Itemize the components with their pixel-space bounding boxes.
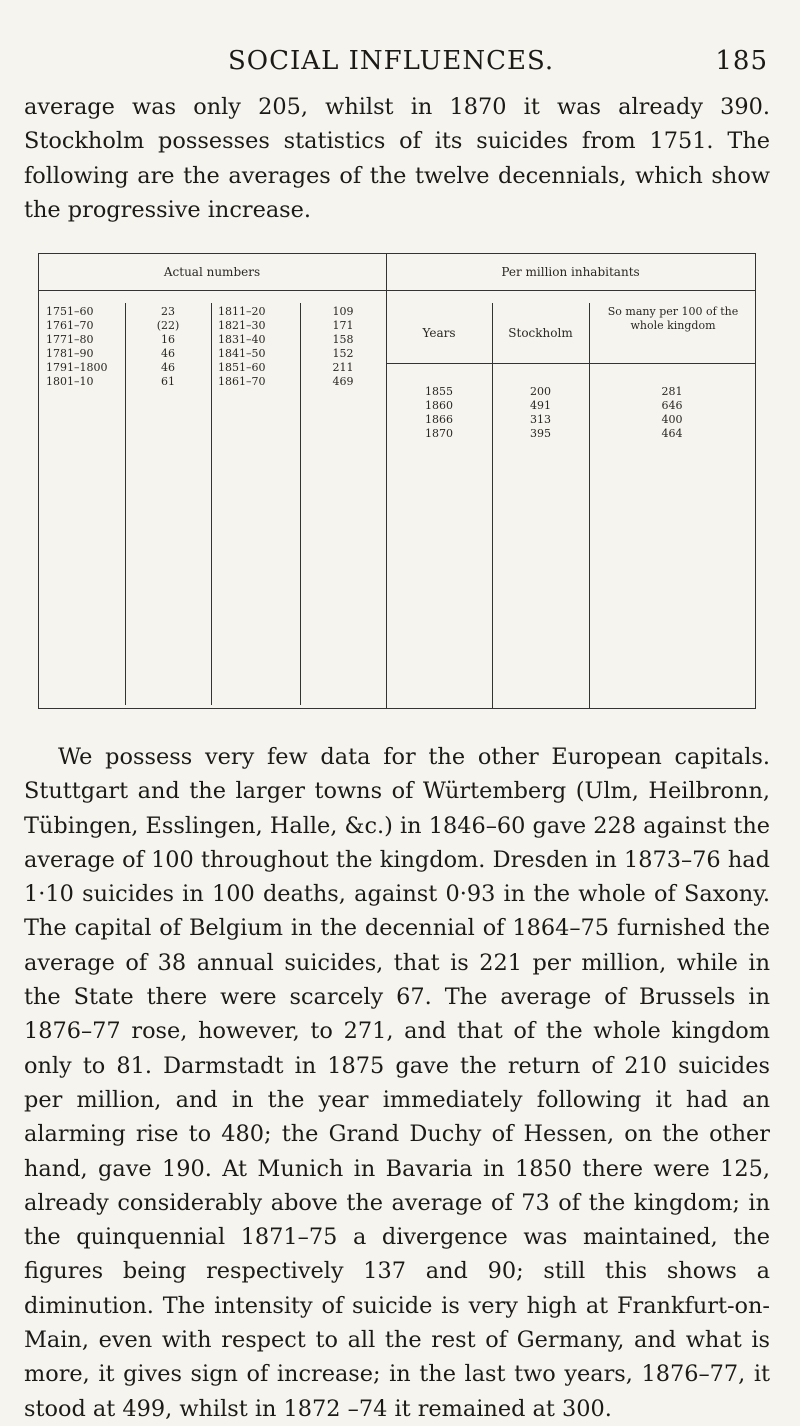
table-cell-kingdom: 400	[661, 413, 683, 426]
table-cell-period: 1801–10	[46, 375, 94, 388]
table-cell-period: 1751–60	[46, 305, 94, 318]
per-million-stockholm	[492, 385, 589, 441]
actual-numbers-header: Actual numbers	[163, 265, 261, 279]
table-cell-stockholm: 313	[530, 413, 551, 426]
table-cell-value: 23	[161, 305, 175, 318]
table-cell-value: 171	[332, 319, 354, 332]
per-million-kingdom	[589, 385, 755, 441]
years-col-header: Years	[422, 326, 456, 340]
actual-right-periods	[218, 305, 266, 389]
actual-right-values	[300, 305, 386, 389]
table-cell-period: 1831–40	[218, 333, 266, 346]
table-cell-period: 1841–50	[218, 347, 266, 360]
intro-paragraph: average was only 205, whilst in 1870 it was already 390. Stockholm possesses statistics of its suicides from 1751. The following are the averages of the twelve decennials, which show the progressive increase.	[24, 94, 770, 223]
table-cell-period: 1861–70	[218, 375, 266, 388]
table-top-rule	[38, 253, 756, 254]
table-cell-value: 46	[161, 361, 175, 374]
table-cell-year: 1855	[425, 385, 453, 398]
table-right-rule	[755, 253, 756, 709]
table-cell-value: 158	[332, 333, 354, 346]
table-cell-period: 1791–1800	[46, 361, 108, 374]
running-title: SOCIAL INFLUENCES.	[228, 46, 555, 76]
page-number: 185	[715, 46, 768, 76]
table-cell-value: 46	[161, 347, 175, 360]
table-cell-value: 16	[161, 333, 175, 346]
table-cell-kingdom: 281	[661, 385, 683, 398]
subheader-rule	[386, 363, 755, 364]
table-cell-stockholm: 200	[530, 385, 551, 398]
table-cell-year: 1870	[425, 427, 453, 440]
table-cell-stockholm: 491	[530, 399, 551, 412]
col-divider-rule	[211, 303, 212, 705]
table-cell-value: 61	[161, 375, 175, 388]
table-header-rule	[38, 290, 756, 291]
table-cell-value: 109	[332, 305, 354, 318]
table-cell-year: 1860	[425, 399, 453, 412]
table-cell-period: 1851–60	[218, 361, 266, 374]
table-cell-year: 1866	[425, 413, 453, 426]
actual-left-periods	[46, 305, 108, 389]
table-left-rule	[38, 253, 39, 709]
table-cell-value: 152	[332, 347, 354, 360]
table-cell-value: 211	[332, 361, 354, 374]
table-cell-period: 1821–30	[218, 319, 266, 332]
suicide-statistics-table	[26, 253, 766, 711]
table-cell-stockholm: 395	[530, 427, 551, 440]
table-cell-value: 469	[332, 375, 354, 388]
actual-left-values	[125, 305, 211, 389]
running-header	[228, 46, 768, 76]
table-cell-value: (22)	[156, 319, 180, 332]
per-million-header: Per million inhabitants	[501, 265, 640, 279]
table-cell-period: 1811–20	[218, 305, 266, 318]
table-cell-kingdom: 646	[661, 399, 683, 412]
table-cell-kingdom: 464	[661, 427, 683, 440]
table-cell-period: 1761–70	[46, 319, 94, 332]
table-bottom-rule	[38, 708, 756, 709]
body-paragraph: We possess very few data for the other European capitals. Stuttgart and the larger towns of Würtemberg (Ulm, Heilbronn, Tübingen, Esslingen, Halle, &c.) in 1846–60 gave 228 against the average of 100 throughout the kingdom. Dresden in 1873–76 had 1·10 suicides in 100 deaths, against 0·93 in the whole of Saxony. The capital of Belgium in the decennial of 1864–75 furnished the average of 38 annual suicides, that is 221 per million, while in the State there were scarcely 67. The average of Brussels in 1876–77 rose, however, to 271, and that of the whole kingdom only to 81. Darmstadt in 1875 gave the return of 210 suicides per million, and in the year immediately following it had an alarming rise to 480; the Grand Duchy of Hessen, on the other hand, gave 190. At Munich in Bavaria in 1850 there were 125, already considerably above the average of 73 of the kingdom; in the quinquennial 1871–75 a divergence was maintained, the figures being respectively 137 and 90; still this shows a diminution. The intensity of suicide is very high at Frankfurt-on-Main, even with respect to all the rest of Germany, and what is more, it gives sign of increase; in the last two years, 1876–77, it stood at 499, whilst in 1872 –74 it remained at 300.	[24, 744, 770, 1422]
table-cell-period: 1771–80	[46, 333, 94, 346]
table-cell-period: 1781–90	[46, 347, 94, 360]
group-divider-rule	[386, 253, 387, 709]
kingdom-col-header: So many per 100 of the whole kingdom	[607, 305, 739, 332]
per-million-years	[386, 385, 492, 441]
stockholm-col-header: Stockholm	[508, 326, 573, 340]
